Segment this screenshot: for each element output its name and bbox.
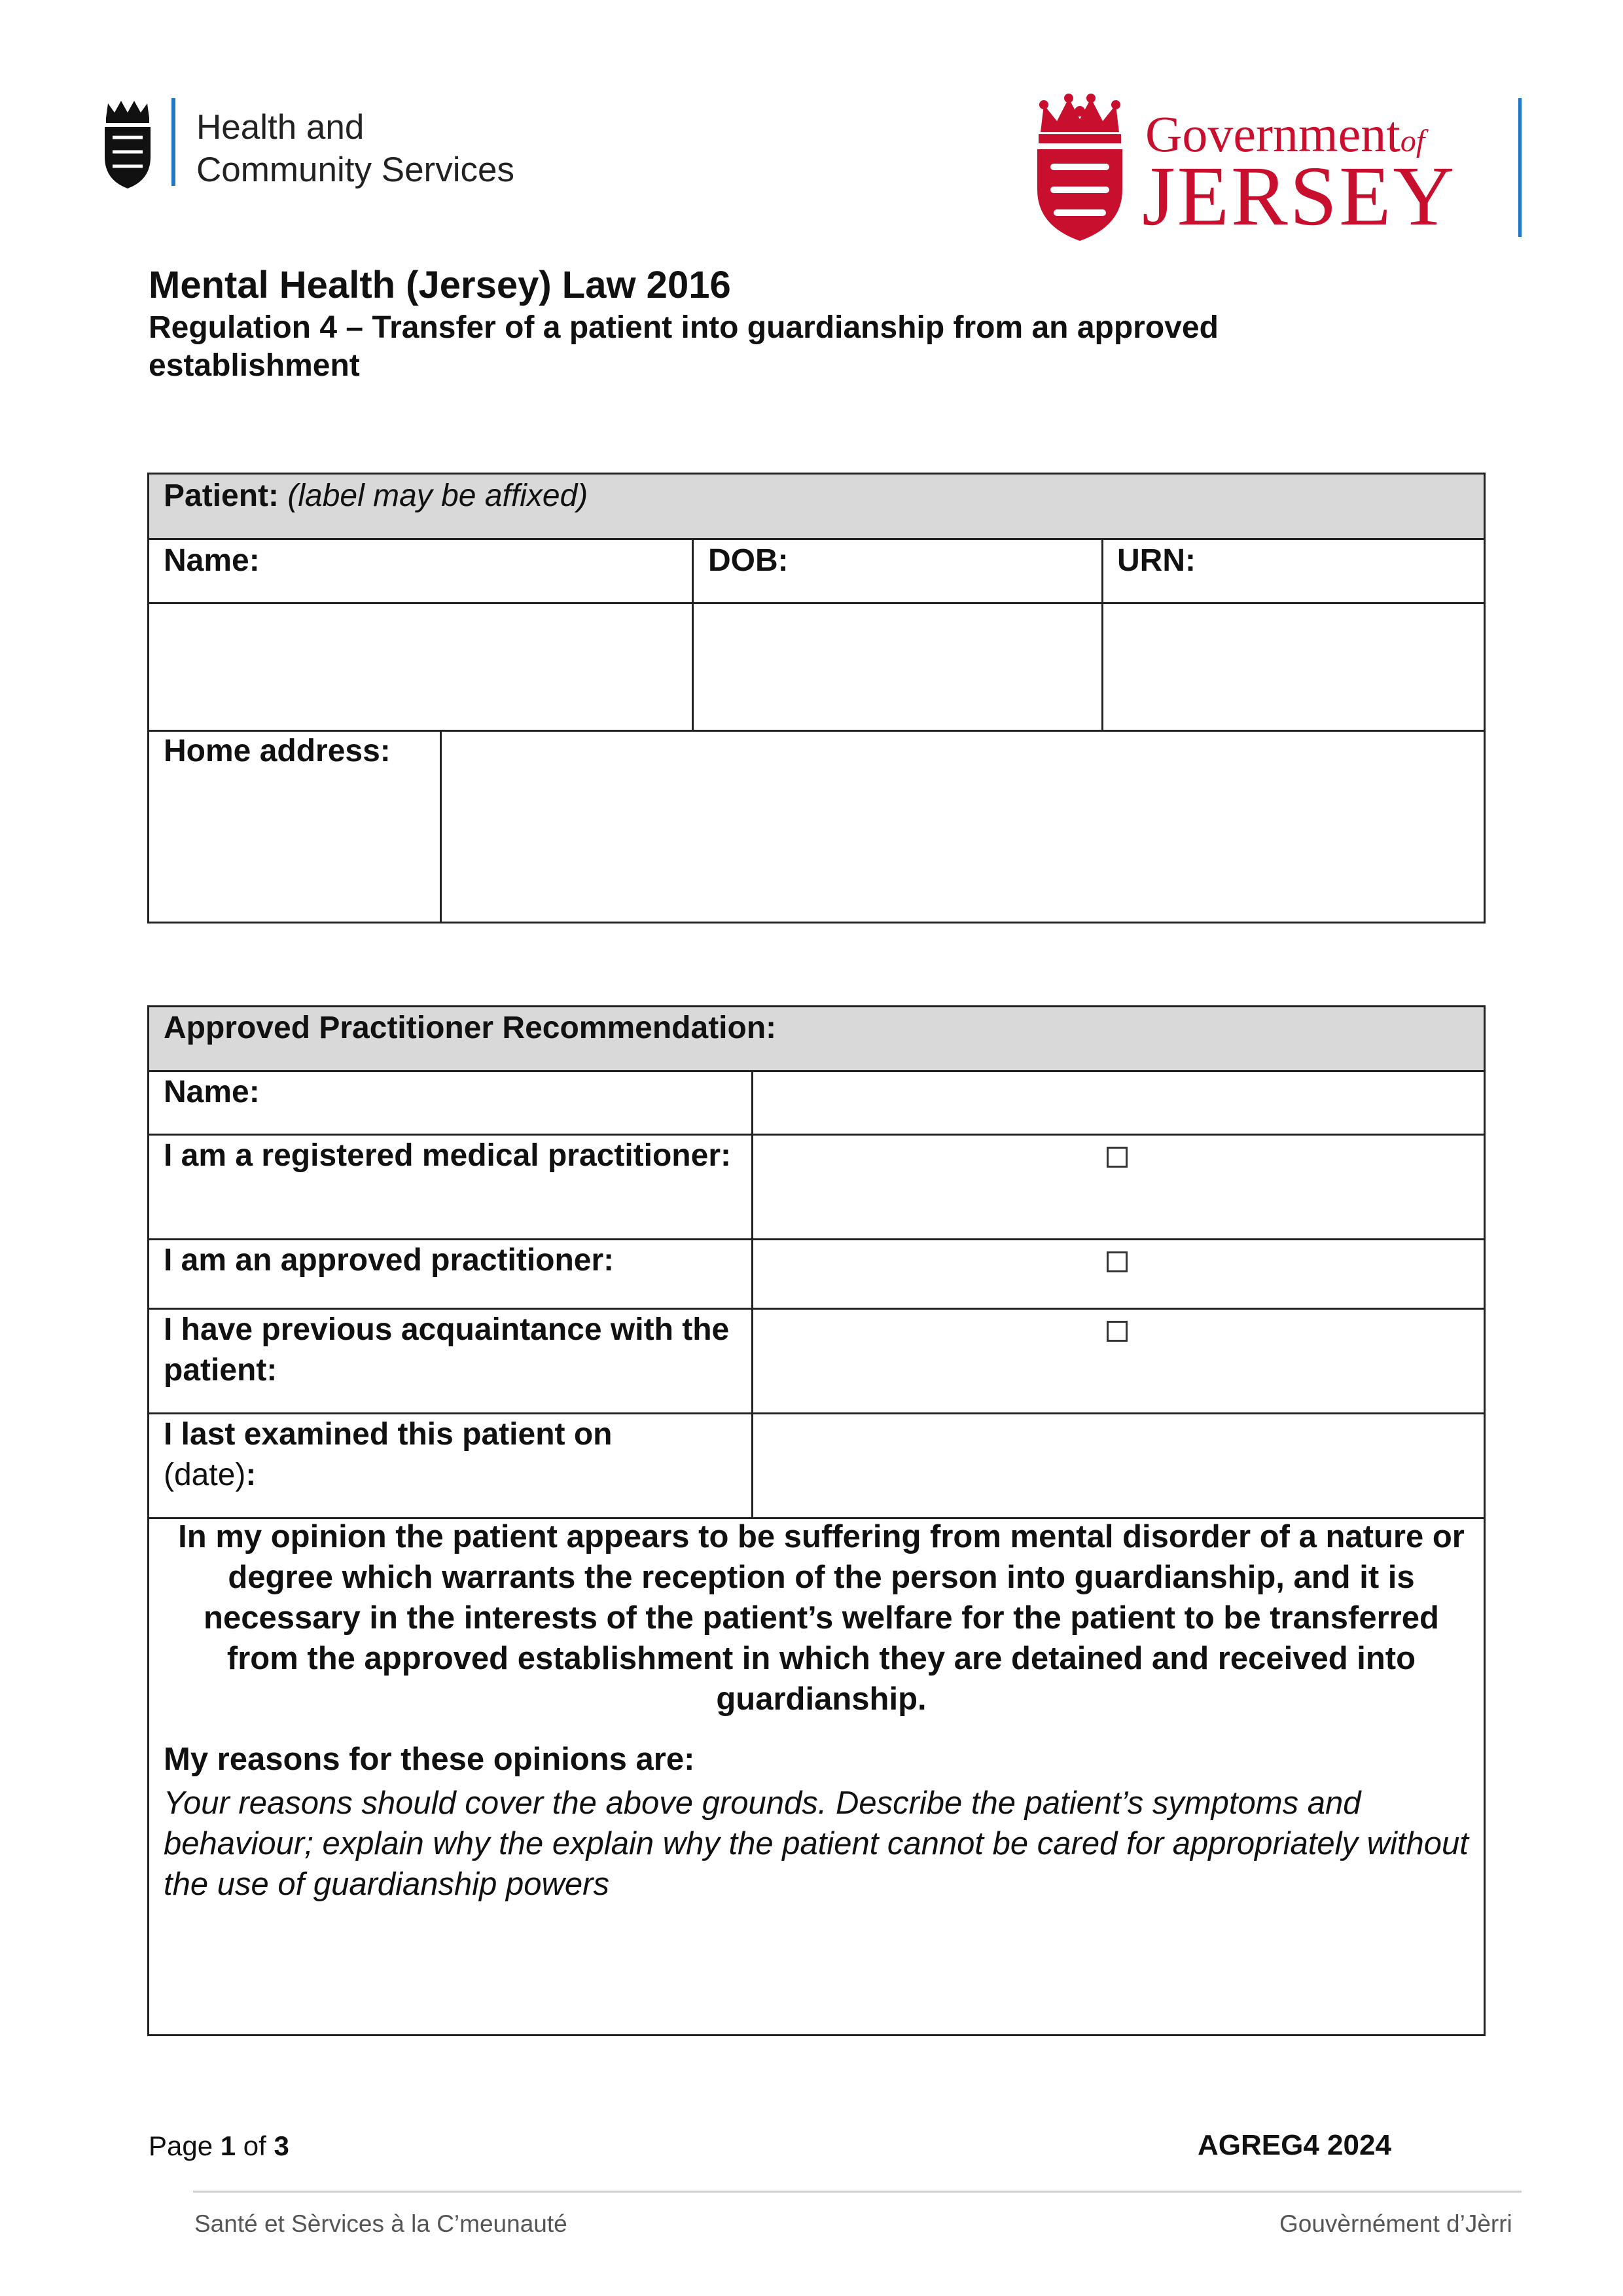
patient-name-label: Name: <box>164 543 260 578</box>
patient-dob-label: DOB: <box>708 543 789 578</box>
page-total: 3 <box>274 2130 289 2161</box>
patient-dob-field[interactable] <box>695 605 1100 728</box>
reasons-field[interactable] <box>152 1911 1481 2032</box>
home-address-field[interactable] <box>443 733 1483 921</box>
opinion-statement: In my opinion the patient appears to be suffering from mental disorder of a nature or degree which warrants the reception of the person into guardianship, and it is necessary in the interests of the patient’s welfare for the patient to be transferred from the approved establishment in which they are detained and received into guardianship. <box>178 1519 1465 1717</box>
patient-heading-note: (label may be affixed) <box>287 478 588 513</box>
home-address-label: Home address: <box>164 734 391 768</box>
previous-acquaintance-label: I have previous acquaintance with the patient: <box>164 1312 730 1388</box>
gov-word: Government <box>1145 105 1400 162</box>
patient-heading <box>164 476 588 516</box>
approved-practitioner-label: I am an approved practitioner: <box>164 1243 615 1278</box>
reasons-guidance: Your reasons should cover the above grounds. Describe the patient’s symptoms and behaviour; explain why the explain why the patient cannot be cared for appropriately without the use of guardianship powers <box>164 1785 1469 1902</box>
reasons-heading: My reasons for these opinions are: <box>164 1742 695 1777</box>
government-of-jersey-logo <box>1031 92 1528 249</box>
footer-right-text: Gouvèrnément d’Jèrri <box>1279 2210 1512 2237</box>
practitioner-name-label: Name: <box>164 1075 260 1109</box>
hcs-line1: Health and <box>196 108 365 147</box>
last-examined-date-field[interactable] <box>755 1416 1483 1516</box>
header-divider <box>1518 98 1522 237</box>
registered-practitioner-checkbox[interactable] <box>1107 1147 1128 1168</box>
document-subtitle: Regulation 4 – Transfer of a patient into guardianship from an approved establishment <box>149 310 1219 383</box>
patient-urn-label: URN: <box>1117 543 1196 578</box>
registered-practitioner-label: I am a registered medical practitioner: <box>164 1138 731 1173</box>
document-code: AGREG4 2024 <box>1198 2129 1391 2161</box>
last-examined-date-hint: (date) <box>164 1458 246 1492</box>
patient-name-field[interactable] <box>151 605 690 728</box>
practitioner-heading: Approved Practitioner Recommendation: <box>164 1011 777 1045</box>
gov-of: of <box>1400 124 1425 158</box>
page-word: Page <box>149 2130 213 2161</box>
hcs-line2: Community Services <box>196 151 514 189</box>
last-examined-colon: : <box>245 1458 257 1492</box>
footer-divider <box>193 2191 1522 2193</box>
gov-line2: JERSEY <box>1142 149 1457 243</box>
previous-acquaintance-checkbox[interactable] <box>1107 1321 1128 1342</box>
jersey-crest-icon <box>98 98 157 190</box>
page-number <box>149 2130 289 2162</box>
practitioner-name-field[interactable] <box>755 1073 1483 1132</box>
approved-practitioner-checkbox[interactable] <box>1107 1251 1128 1272</box>
document-title: Mental Health (Jersey) Law 2016 <box>149 264 731 306</box>
footer-left-text: Santé et Sèrvices à la C’meunauté <box>194 2210 567 2237</box>
page-current: 1 <box>220 2130 236 2161</box>
last-examined-label <box>164 1414 740 1496</box>
page-of: of <box>243 2130 266 2161</box>
patient-heading-label: Patient: <box>164 478 279 513</box>
jersey-crest-icon <box>1031 92 1129 242</box>
patient-urn-field[interactable] <box>1105 605 1483 728</box>
hcs-logo <box>98 98 569 190</box>
last-examined-text: I last examined this patient on <box>164 1417 613 1452</box>
